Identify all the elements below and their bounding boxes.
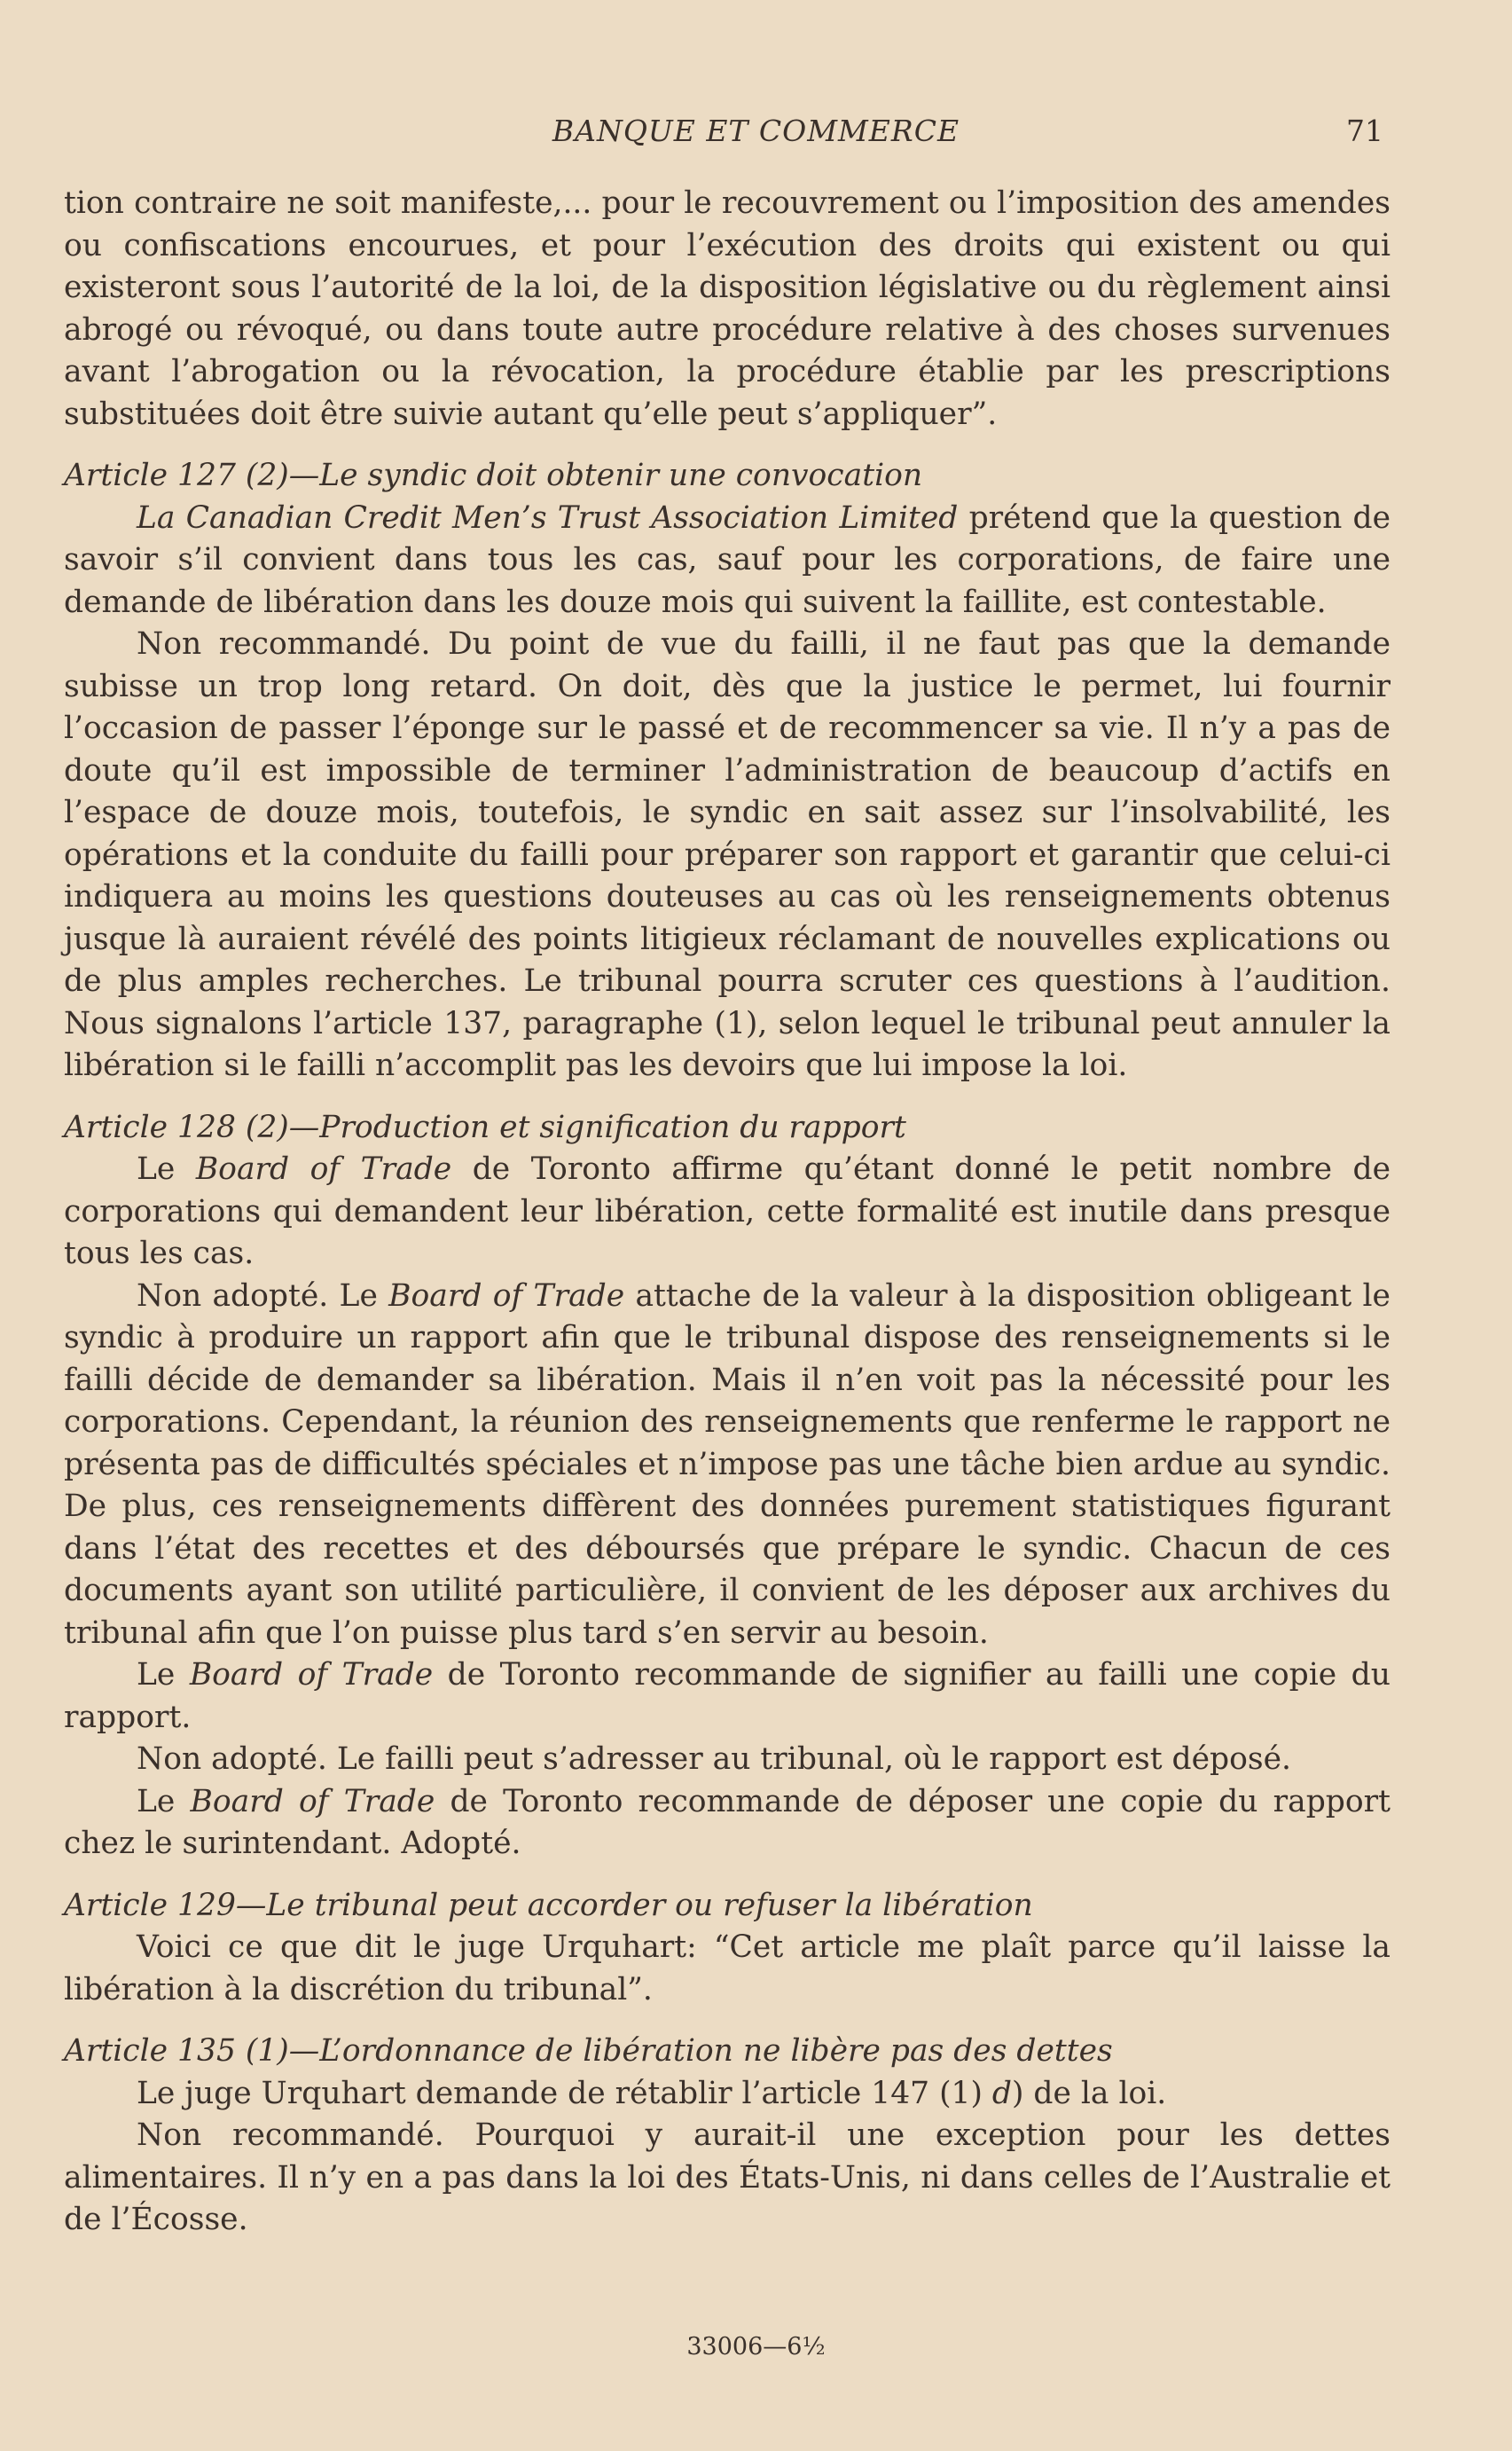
running-title: BANQUE ET COMMERCE	[552, 114, 960, 148]
text-segment: attache de la valeur à la disposition obligeant le syndic à produire un rapport afin que le tribunal dispose des renseignements si le failli décide de demander sa libération. Mais il n’en voit pas la nécessité pour les corporations. Cependant, la réunion des renseignements que renferme le rapport ne présenta pas de difficultés spéciales et n’impose pas une tâche bien ardue au syndic. De plus, ces renseignements diffèrent des données purement statistiques figurant dans l’état des recettes et des déboursés que prépare le syndic. Chacun de ces documents ayant son utilité particulière, il convient de les déposer aux archives du tribunal afin que l’on puisse plus tard s’en servir au besoin.	[64, 1277, 1391, 1651]
article-129-paragraph-1: Voici ce que dit le juge Urquhart: “Cet article me plaît parce qu’il laisse la libération à la discrétion du tribunal”.	[64, 1929, 1391, 2007]
footer-printer-code: 33006—6½	[686, 2333, 826, 2361]
running-head	[0, 114, 1512, 158]
text-segment: Le juge Urquhart demande de rétablir l’article 147 (1)	[137, 2075, 992, 2111]
board-of-trade: Board of Trade	[190, 1783, 435, 1819]
text-segment: de Toronto recommande de signifier au failli une copie du rapport.	[64, 1657, 1391, 1735]
subsection-letter: d	[991, 2075, 1012, 2111]
article-128-paragraph-1	[64, 1149, 1391, 1276]
article-127-paragraph-2: Non recommandé. Du point de vue du failli, il ne faut pas que la demande subisse un trop long retard. On doit, dès que la justice le permet, lui fournir l’occasion de passer l’éponge sur le passé et de recommencer sa vie. Il n’y a pas de doute qu’il est impossible de terminer l’administration de beaucoup d’actifs en l’espace de douze mois, toutefois, le syndic en sait assez sur l’insolvabilité, les opérations et la conduite du failli pour préparer son rapport et garantir que celui-ci indiquera au moins les questions douteuses au cas où les renseignements obtenus jusque là auraient révélé des points litigieux réclamant de nouvelles explications ou de plus amples recherches. Le tribunal pourra scruter ces questions à l’audition. Nous signalons l’article 137, paragraphe (1), selon lequel le tribunal peut annuler la libération si le failli n’accomplit pas les devoirs que lui impose la loi.	[64, 626, 1391, 1083]
body-text	[64, 183, 1391, 2242]
text-segment: de Toronto affirme qu’étant donné le petit nombre de corporations qui demandent leur libération, cette formalité est inutile dans presque tous les cas.	[64, 1151, 1391, 1271]
continuation-paragraph: tion contraire ne soit manifeste,... pour le recouvrement ou l’imposition des amendes ou confiscations encourues, et pour l’exécution des droits qui existent ou qui existeront sous l’autorité de la loi, de la disposition législative ou du règlement ainsi abrogé ou révoqué, ou dans toute autre procédure relative à des choses survenues avant l’abrogation ou la révocation, la procédure établie par les prescriptions substituées doit être suivie autant qu’elle peut s’appliquer”.	[64, 185, 1391, 432]
article-127-paragraph-1	[64, 498, 1391, 625]
article-128-paragraph-2	[64, 1276, 1391, 1655]
text-segment: Non adopté. Le	[137, 1277, 389, 1314]
article-128-heading: Article 128 (2)—Production et signification du rapport	[64, 1109, 906, 1145]
article-135-paragraph-1	[64, 2073, 1391, 2116]
page-number: 71	[1346, 114, 1383, 148]
text-segment: de Toronto recommande de déposer une copie du rapport chez le surintendant. Adopté.	[64, 1783, 1391, 1861]
article-135-paragraph-2: Non recommandé. Pourquoi y aurait-il une exception pour les dettes alimentaires. Il n’y en a pas dans la loi des États-Unis, ni dans celles de l’Australie et de l’Écosse.	[64, 2117, 1391, 2237]
article-129-heading: Article 129—Le tribunal peut accorder ou refuser la libération	[64, 1887, 1033, 1923]
article-135-heading: Article 135 (1)—L’ordonnance de libération ne libère pas des dettes	[64, 2033, 1113, 2069]
article-127-heading: Article 127 (2)—Le syndic doit obtenir une convocation	[64, 458, 923, 493]
association-name: La Canadian Credit Men’s Trust Association Limited	[137, 499, 959, 536]
text-segment: ) de la loi.	[1012, 2075, 1167, 2111]
board-of-trade: Board of Trade	[388, 1277, 625, 1314]
text-segment: Le	[137, 1657, 190, 1693]
article-127-paragraph-1-text: prétend que la question de savoir s’il convient dans tous les cas, sauf pour les corporations, de faire une demande de libération dans les douze mois qui suivent la faillite, est contestable.	[64, 499, 1391, 620]
text-segment: Le	[137, 1783, 191, 1819]
board-of-trade: Board of Trade	[195, 1151, 452, 1187]
article-128-paragraph-5	[64, 1781, 1391, 1866]
board-of-trade: Board of Trade	[189, 1657, 434, 1693]
text-segment: Le	[137, 1151, 196, 1187]
article-128-paragraph-3	[64, 1654, 1391, 1739]
article-128-paragraph-4: Non adopté. Le failli peut s’adresser au tribunal, où le rapport est déposé.	[137, 1741, 1291, 1777]
